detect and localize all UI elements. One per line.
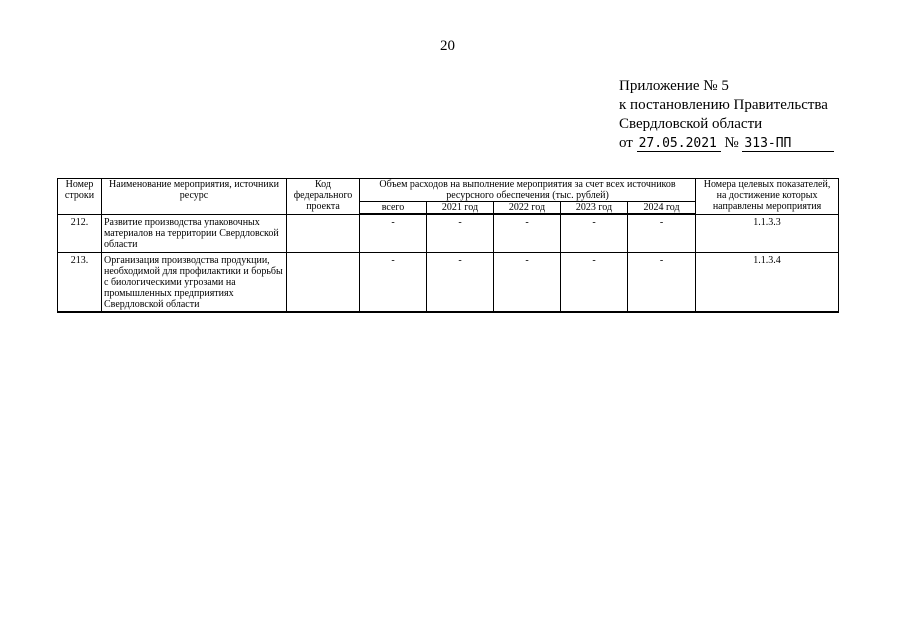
appendix-date-line <box>619 134 834 153</box>
resolution-number: 313-ПП <box>742 137 834 152</box>
header-2022: 2022 год <box>494 202 561 215</box>
header-2024: 2024 год <box>628 202 696 215</box>
row-total: - <box>360 214 427 252</box>
resolution-date: 27.05.2021 <box>637 137 721 152</box>
from-label: от <box>619 135 633 151</box>
header-total: всего <box>360 202 427 215</box>
row-total: - <box>360 252 427 312</box>
row-2022: - <box>494 214 561 252</box>
header-expenses: Объем расходов на выполнение мероприятия за счет всех источников ресурсного обеспечения (тыс. рублей) <box>360 179 696 202</box>
table-row <box>58 214 839 252</box>
row-indicators: 1.1.3.3 <box>696 214 839 252</box>
row-2021: - <box>427 252 494 312</box>
header-2023: 2023 год <box>561 202 628 215</box>
header-name: Наименование мероприятия, источники ресурс <box>102 179 287 215</box>
header-2021: 2021 год <box>427 202 494 215</box>
expenses-table <box>57 178 839 313</box>
row-name: Развитие производства упаковочных материалов на территории Свердловской области <box>102 214 287 252</box>
appendix-resolution: к постановлению Правительства <box>619 97 828 113</box>
appendix-region: Свердловской области <box>619 116 763 132</box>
row-2024: - <box>628 214 696 252</box>
header-code: Код федерального проекта <box>287 179 360 215</box>
appendix-title: Приложение № 5 <box>619 78 729 94</box>
row-code <box>287 252 360 312</box>
row-number: 212. <box>58 214 102 252</box>
number-label: № <box>724 135 739 151</box>
row-code <box>287 214 360 252</box>
row-indicators: 1.1.3.4 <box>696 252 839 312</box>
row-2021: - <box>427 214 494 252</box>
page-number: 20 <box>440 38 455 54</box>
header-indicators: Номера целевых показателей, на достижение которых направлены мероприятия <box>696 179 839 215</box>
row-number: 213. <box>58 252 102 312</box>
row-2024: - <box>628 252 696 312</box>
row-name: Организация производства продукции, необходимой для профилактики и борьбы с биологическими угрозами на промышленных предприятиях Свердловской области <box>102 252 287 312</box>
appendix-header <box>619 77 834 153</box>
table-row <box>58 252 839 312</box>
row-2023: - <box>561 214 628 252</box>
header-row-number: Номер строки <box>58 179 102 215</box>
row-2023: - <box>561 252 628 312</box>
row-2022: - <box>494 252 561 312</box>
